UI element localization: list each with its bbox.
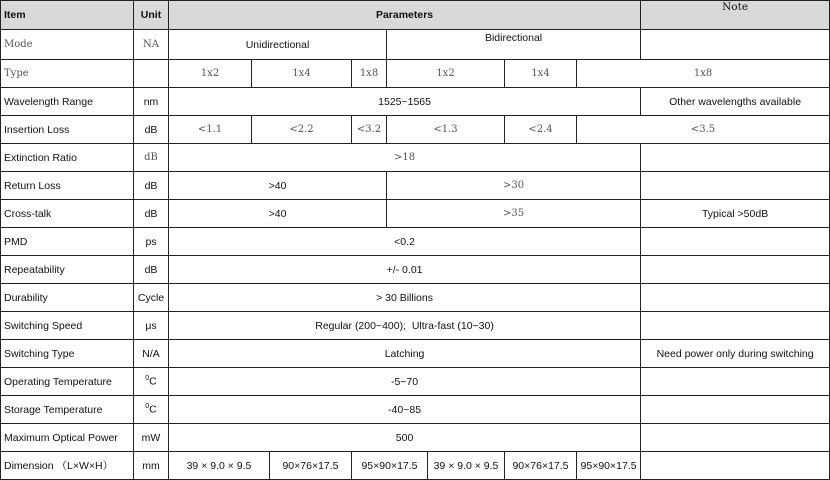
row-unit: μs [134, 312, 169, 340]
row-label: Durability [1, 284, 134, 312]
value-cell: <1.3 [387, 116, 505, 144]
value-cell: <2.2 [252, 116, 352, 144]
unidirectional-cell: Unidirectional [169, 30, 387, 60]
value-cell: 1x2 [387, 60, 505, 88]
table-row [1, 284, 830, 312]
value-cell: 1x8 [352, 60, 387, 88]
value-cell: Regular (200~400); Ultra-fast (10~30) [169, 312, 641, 340]
header-parameters: Parameters [169, 1, 641, 30]
value-cell: > 30 Billions [169, 284, 641, 312]
row-note [641, 396, 830, 424]
table-row [1, 144, 830, 172]
table-row [1, 60, 830, 88]
value-cell: 1x4 [505, 60, 577, 88]
table-row [1, 452, 830, 480]
header-note: Note [641, 1, 830, 30]
table-row [1, 368, 830, 396]
bidirectional-cell: Bidirectional [387, 30, 641, 60]
row-unit: dB [134, 172, 169, 200]
table-row [1, 172, 830, 200]
row-note [641, 30, 830, 60]
unidirectional-cell: >40 [169, 200, 387, 228]
row-label: Mode [1, 30, 134, 60]
value-cell: >18 [169, 144, 641, 172]
value-cell: 1x8 [577, 60, 830, 88]
row-label: Cross-talk [1, 200, 134, 228]
row-label: Wavelength Range [1, 88, 134, 116]
unidirectional-cell: >40 [169, 172, 387, 200]
value-cell: 1525~1565 [169, 88, 641, 116]
row-unit: mm [134, 452, 169, 480]
row-note [641, 424, 830, 452]
row-unit [134, 396, 169, 424]
value-cell: +/- 0.01 [169, 256, 641, 284]
table-row [1, 256, 830, 284]
row-label: Extinction Ratio [1, 144, 134, 172]
row-note: Other wavelengths available [641, 88, 830, 116]
header-row [1, 1, 830, 30]
value-cell: -40~85 [169, 396, 641, 424]
header-unit: Unit [134, 1, 169, 30]
header-item: Item [1, 1, 134, 30]
row-label: Switching Speed [1, 312, 134, 340]
row-unit: dB [134, 256, 169, 284]
table-row [1, 340, 830, 368]
row-label: Dimension （L×W×H） [1, 452, 134, 480]
row-unit: dB [134, 116, 169, 144]
table-row [1, 88, 830, 116]
table-row [1, 30, 830, 60]
row-note [641, 284, 830, 312]
row-label: Return Loss [1, 172, 134, 200]
value-cell: -5~70 [169, 368, 641, 396]
row-unit: Cycle [134, 284, 169, 312]
table-row [1, 228, 830, 256]
row-label: Maximum Optical Power [1, 424, 134, 452]
row-unit: ps [134, 228, 169, 256]
row-unit: N/A [134, 340, 169, 368]
row-label: PMD [1, 228, 134, 256]
value-cell: <3.2 [352, 116, 387, 144]
table-row [1, 312, 830, 340]
row-note [641, 172, 830, 200]
row-label: Insertion Loss [1, 116, 134, 144]
row-label: Switching Type [1, 340, 134, 368]
table-row [1, 396, 830, 424]
unit-text: C [149, 403, 157, 416]
value-cell: 1x4 [252, 60, 352, 88]
value-cell: 39 × 9.0 × 9.5 [428, 452, 505, 480]
table-row [1, 424, 830, 452]
bidirectional-cell: >35 [387, 200, 641, 228]
row-label: Storage Temperature [1, 396, 134, 424]
value-cell: 39 × 9.0 × 9.5 [169, 452, 270, 480]
table-row [1, 200, 830, 228]
row-label: Operating Temperature [1, 368, 134, 396]
value-cell: Latching [169, 340, 641, 368]
row-note [641, 228, 830, 256]
table-row [1, 116, 830, 144]
value-cell: <0.2 [169, 228, 641, 256]
row-note: Need power only during switching [641, 340, 830, 368]
row-note [641, 312, 830, 340]
bidirectional-cell: >30 [387, 172, 641, 200]
value-cell: 95×90×17.5 [352, 452, 428, 480]
row-unit [134, 368, 169, 396]
row-label: Repeatability [1, 256, 134, 284]
value-cell: 95×90×17.5 [577, 452, 641, 480]
row-unit: mW [134, 424, 169, 452]
value-cell: 1x2 [169, 60, 252, 88]
row-unit: nm [134, 88, 169, 116]
row-unit [134, 60, 169, 88]
value-cell: 500 [169, 424, 641, 452]
degree-mark: 0 [145, 403, 150, 411]
value-cell: <3.5 [577, 116, 830, 144]
unit-text: C [149, 375, 157, 388]
value-cell: 90×76×17.5 [505, 452, 577, 480]
row-label: Type [1, 60, 134, 88]
row-note [641, 144, 830, 172]
row-unit: dB [134, 144, 169, 172]
row-note [641, 368, 830, 396]
value-cell: <2.4 [505, 116, 577, 144]
value-cell: <1.1 [169, 116, 252, 144]
value-cell: 90×76×17.5 [270, 452, 352, 480]
row-note [641, 256, 830, 284]
row-note [641, 452, 830, 480]
row-note: Typical >50dB [641, 200, 830, 228]
row-unit: dB [134, 200, 169, 228]
row-unit: NA [134, 30, 169, 60]
degree-mark: 0 [145, 375, 150, 383]
